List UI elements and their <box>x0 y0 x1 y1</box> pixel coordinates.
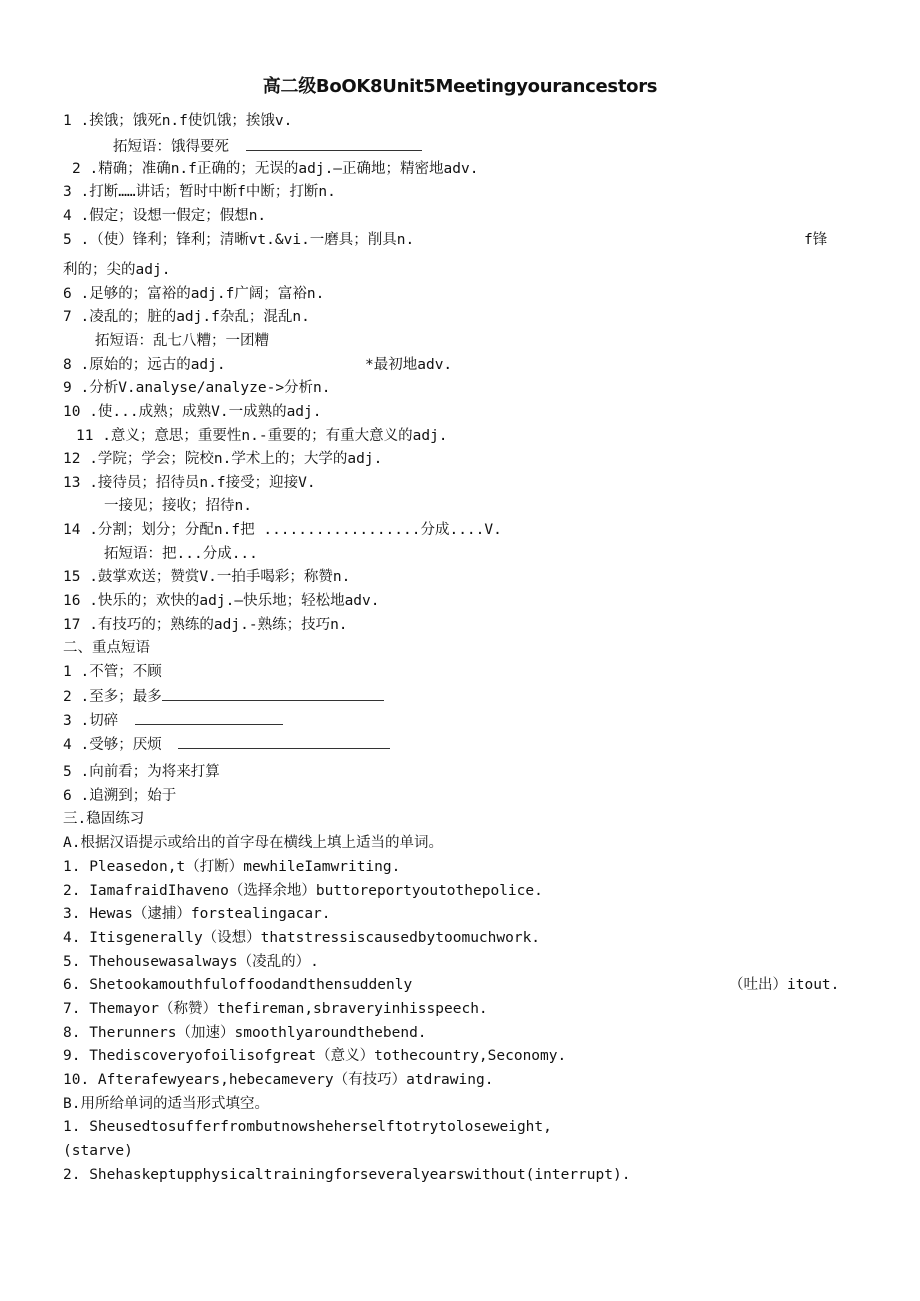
phrase-item-3 <box>63 710 283 730</box>
vocab-item-14: 14 .分割；划分；分配n.f把 ..................分成....V. <box>63 522 502 538</box>
vocab-item-13: 13 .接待员；招待员n.f接受；迎接V. <box>63 475 316 491</box>
exercise-b-2: 2. Shehaskeptupphysicaltrainingforseveralyearswithout(interrupt). <box>63 1167 631 1183</box>
vocab-item-7: 7 .凌乱的；脏的adj.f杂乱；混乱n. <box>63 309 310 325</box>
vocab-item-2: 2 .精确；准确n.f正确的；无误的adj.—正确地；精密地adv. <box>72 161 479 177</box>
answer-blank[interactable] <box>246 136 422 151</box>
phrase-item-5: 5 .向前看；为将来打算 <box>63 764 220 780</box>
vocab-item-12: 12 .学院；学会；院校n.学术上的；大学的adj. <box>63 451 383 467</box>
vocab-item-5: 5 .（使）锋利；锋利；清晰vt.&vi.一磨具；削具n. <box>63 232 415 248</box>
phrase-item-2 <box>63 686 384 706</box>
section-a-heading: A.根据汉语提示或给出的首字母在横线上填上适当的单词。 <box>63 835 443 851</box>
phrase-item-2-label: 2 .至多；最多 <box>63 689 162 705</box>
vocab-item-5-wrap: 利的；尖的adj. <box>63 262 171 278</box>
exercise-a-4: 4. Itisgenerally（设想）thatstressiscausedbytoomuchwork. <box>63 930 541 946</box>
vocab-item-9: 9 .分析V.analyse/analyze->分析n. <box>63 380 331 396</box>
vocab-item-15: 15 .鼓掌欢送；赞赏V.一拍手喝彩；称赞n. <box>63 569 351 585</box>
section-b-heading: B.用所给单词的适当形式填空。 <box>63 1096 269 1112</box>
exercise-a-6: 6. Shetookamouthfuloffoodandthensuddenly <box>63 977 413 993</box>
exercise-b-1-hint: (starve) <box>63 1143 133 1159</box>
practice-heading: 三.稳固练习 <box>63 811 145 827</box>
exercise-a-9: 9. Thediscoveryofoilisofgreat（意义）tothecountry,Seconomy. <box>63 1048 567 1064</box>
vocab-item-13-extra: 一接见；接收；招待n. <box>104 498 252 514</box>
vocab-item-3: 3 .打断……讲话；暂时中断f中断；打断n. <box>63 184 336 200</box>
exercise-a-7: 7. Themayor（称赞）thefireman,sbraveryinhisspeech. <box>63 1001 488 1017</box>
answer-blank[interactable] <box>178 734 390 749</box>
vocab-item-8-extra: *最初地adv. <box>365 357 453 373</box>
vocab-item-1: 1 .挨饿；饿死n.f使饥饿；挨饿v. <box>63 113 293 129</box>
exercise-a-10: 10. Afterafewyears,hebecamevery（有技巧）atdrawing. <box>63 1072 494 1088</box>
phrase-item-1: 1 .不管；不顾 <box>63 664 162 680</box>
exercise-a-2: 2. IamafraidIhaveno（选择余地）buttoreportyoutothepolice. <box>63 883 543 899</box>
vocab-item-16: 16 .快乐的；欢快的adj.—快乐地；轻松地adv. <box>63 593 380 609</box>
exercise-a-6-continuation: （吐出）itout. <box>729 977 840 993</box>
vocab-item-1-phrase <box>113 136 422 156</box>
answer-blank[interactable] <box>162 686 384 701</box>
vocab-item-6: 6 .足够的；富裕的adj.f广阔；富裕n. <box>63 286 325 302</box>
exercise-a-5: 5. Thehousewasalways（凌乱的）. <box>63 954 319 970</box>
vocab-item-8: 8 .原始的；远古的adj. <box>63 357 226 373</box>
vocab-item-17: 17 .有技巧的；熟练的adj.-熟练；技巧n. <box>63 617 348 633</box>
phrase-item-3-label: 3 .切碎 <box>63 713 119 729</box>
vocab-item-5-continuation: f锋 <box>804 232 828 248</box>
vocab-item-10: 10 .使...成熟；成熟V.一成熟的adj. <box>63 404 322 420</box>
answer-blank[interactable] <box>135 710 283 725</box>
exercise-a-8: 8. Therunners（加速）smoothlyaroundthebend. <box>63 1025 427 1041</box>
vocab-item-7-phrase: 拓短语：乱七八糟；一团糟 <box>95 333 269 349</box>
exercise-a-1: 1. Pleasedon,t（打断）mewhileIamwriting. <box>63 859 401 875</box>
vocab-item-11: 11 .意义；意思；重要性n.-重要的；有重大意义的adj. <box>76 428 448 444</box>
phrase-item-4-label: 4 .受够；厌烦 <box>63 737 162 753</box>
exercise-a-3: 3. Hewas（逮捕）forstealingacar. <box>63 906 331 922</box>
vocab-item-14-phrase: 拓短语：把...分成... <box>104 546 258 562</box>
vocab-item-1-phrase-label: 拓短语：饿得要死 <box>113 139 229 155</box>
phrase-item-6: 6 .追溯到；始于 <box>63 788 177 804</box>
exercise-b-1: 1. Sheusedtosufferfrombutnowsheherselftotrytoloseweight, <box>63 1119 552 1135</box>
vocab-item-4: 4 .假定；设想一假定；假想n. <box>63 208 267 224</box>
phrase-item-4 <box>63 734 390 754</box>
phrases-heading: 二、重点短语 <box>63 640 150 656</box>
page-title: 高二级BoOK8Unit5Meetingyourancestors <box>262 76 658 97</box>
